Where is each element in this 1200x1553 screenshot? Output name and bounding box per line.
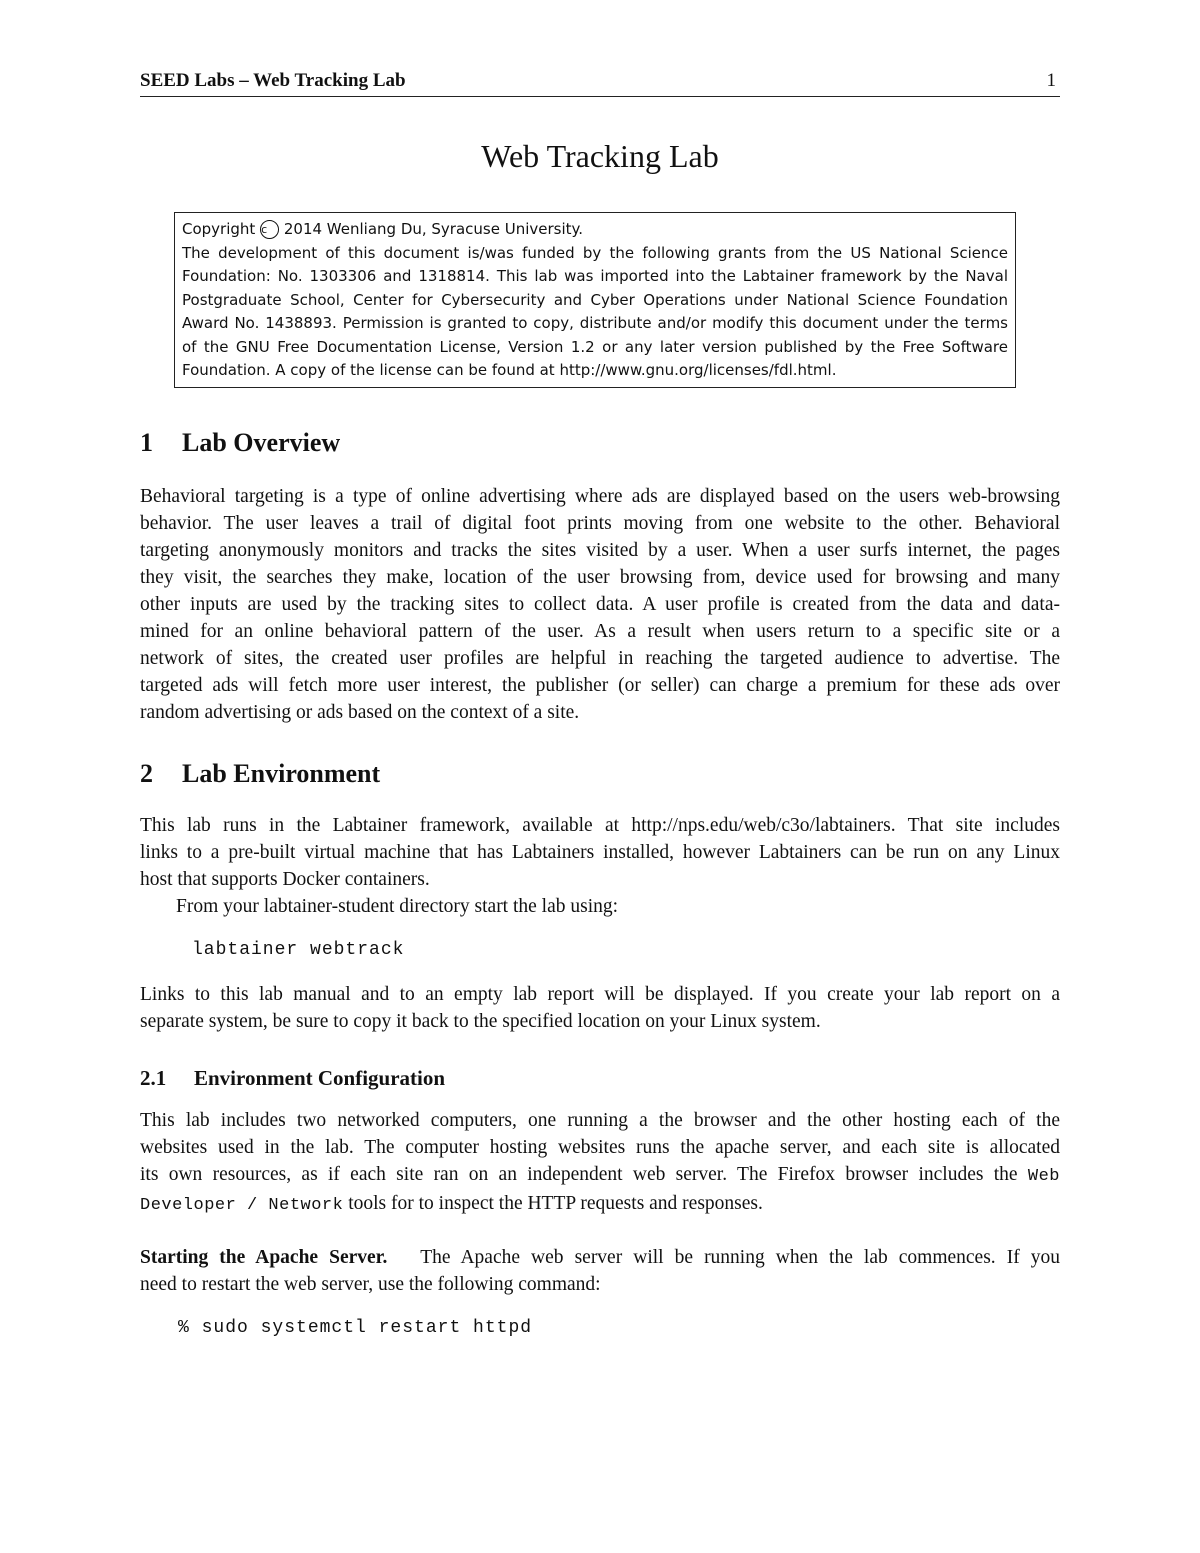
run-in-heading: Starting the Apache Server. (140, 1247, 388, 1268)
lab-environment-paragraph: This lab runs in the Labtainer framework, available at http://nps.edu/web/c3o/labtainers. That site includes links to a pre-built virtual machine that has Labtainers installed, however Labtainers can be run on any Linux host that supports Docker containers. From your labtainer-student directory start the lab using: (140, 815, 1060, 917)
section-heading-lab-overview: 1 Lab Overview (140, 428, 341, 457)
code-restart-httpd: % sudo systemctl restart httpd (178, 1318, 533, 1338)
copyright-line: Foundation: No. 1303306 and 1318814. This lab was imported into the Labtainer framework by the Naval (182, 267, 1008, 285)
lab-report-paragraph: Links to this lab manual and to an empty lab report will be displayed. If you create your lab report on a separate system, be sure to copy it back to the specified location on your Linux system. (140, 984, 1060, 1032)
copyright-line: Copyright c 2014 Wenliang Du, Syracuse University. (182, 220, 584, 238)
lab-overview-paragraph: Behavioral targeting is a type of online advertising where ads are displayed based on the users web-browsing behavior. The user leaves a trail of digital foot prints moving from one website to the other. Behavioral targeting anonymously monitors and tracks the sites visited by a user. When a user surfs internet, the pages they visit, the searches they make, location of the user browsing from, device used for browsing and many other inputs are used by the tracking sites to collect data. A user profile is created from the data and data- mined for an online behavioral pattern of the user. As a result when users return to a specific site or a network of sites, the created user profiles are helpful in reaching the targeted audience to advertise. The targeted ads will fetch more user interest, the publisher (or seller) can charge a premium for these ads over random advertising or ads based on the context of a site. (140, 486, 1060, 723)
document-title: Web Tracking Lab (481, 138, 719, 174)
copyright-line: Foundation. A copy of the license can be found at http://www.gnu.org/licenses/fdl.html. (182, 361, 837, 379)
copyright-line: Postgraduate School, Center for Cybersecurity and Cyber Operations under National Science Foundation (182, 290, 1008, 309)
subsection-heading-environment-configuration: 2.1 Environment Configuration (140, 1066, 446, 1090)
environment-configuration-paragraph: This lab includes two networked computers, one running a the browser and the other hosting each of the websites used in the lab. The computer hosting websites runs the apache server, and each site is allocated its own resources, as if each site ran on an independent web server. The Firefox browser includes the Web Developer / Network tools for to inspect the HTTP requests and responses. (140, 1110, 1061, 1215)
running-header (140, 70, 1060, 97)
code-start-lab: labtainer webtrack (192, 940, 405, 960)
copyright-line: of the GNU Free Documentation License, Version 1.2 or any later version published by the Free Software (182, 337, 1008, 356)
copyright-box (174, 212, 1016, 388)
section-heading-lab-environment: 2 Lab Environment (140, 759, 381, 788)
copyright-line: The development of this document is/was funded by the following grants from the US National Science (182, 243, 1008, 262)
header-title: SEED Labs – Web Tracking Lab (140, 70, 406, 91)
copyright-symbol-icon: c (260, 220, 279, 239)
apache-server-paragraph: Starting the Apache Server. The Apache web server will be running when the lab commences. If you need to restart the web server, use the following command: (140, 1247, 1060, 1295)
copyright-line: Award No. 1438893. Permission is granted to copy, distribute and/or modify this document under the terms (182, 314, 1008, 332)
page-number: 1 (1046, 70, 1056, 91)
